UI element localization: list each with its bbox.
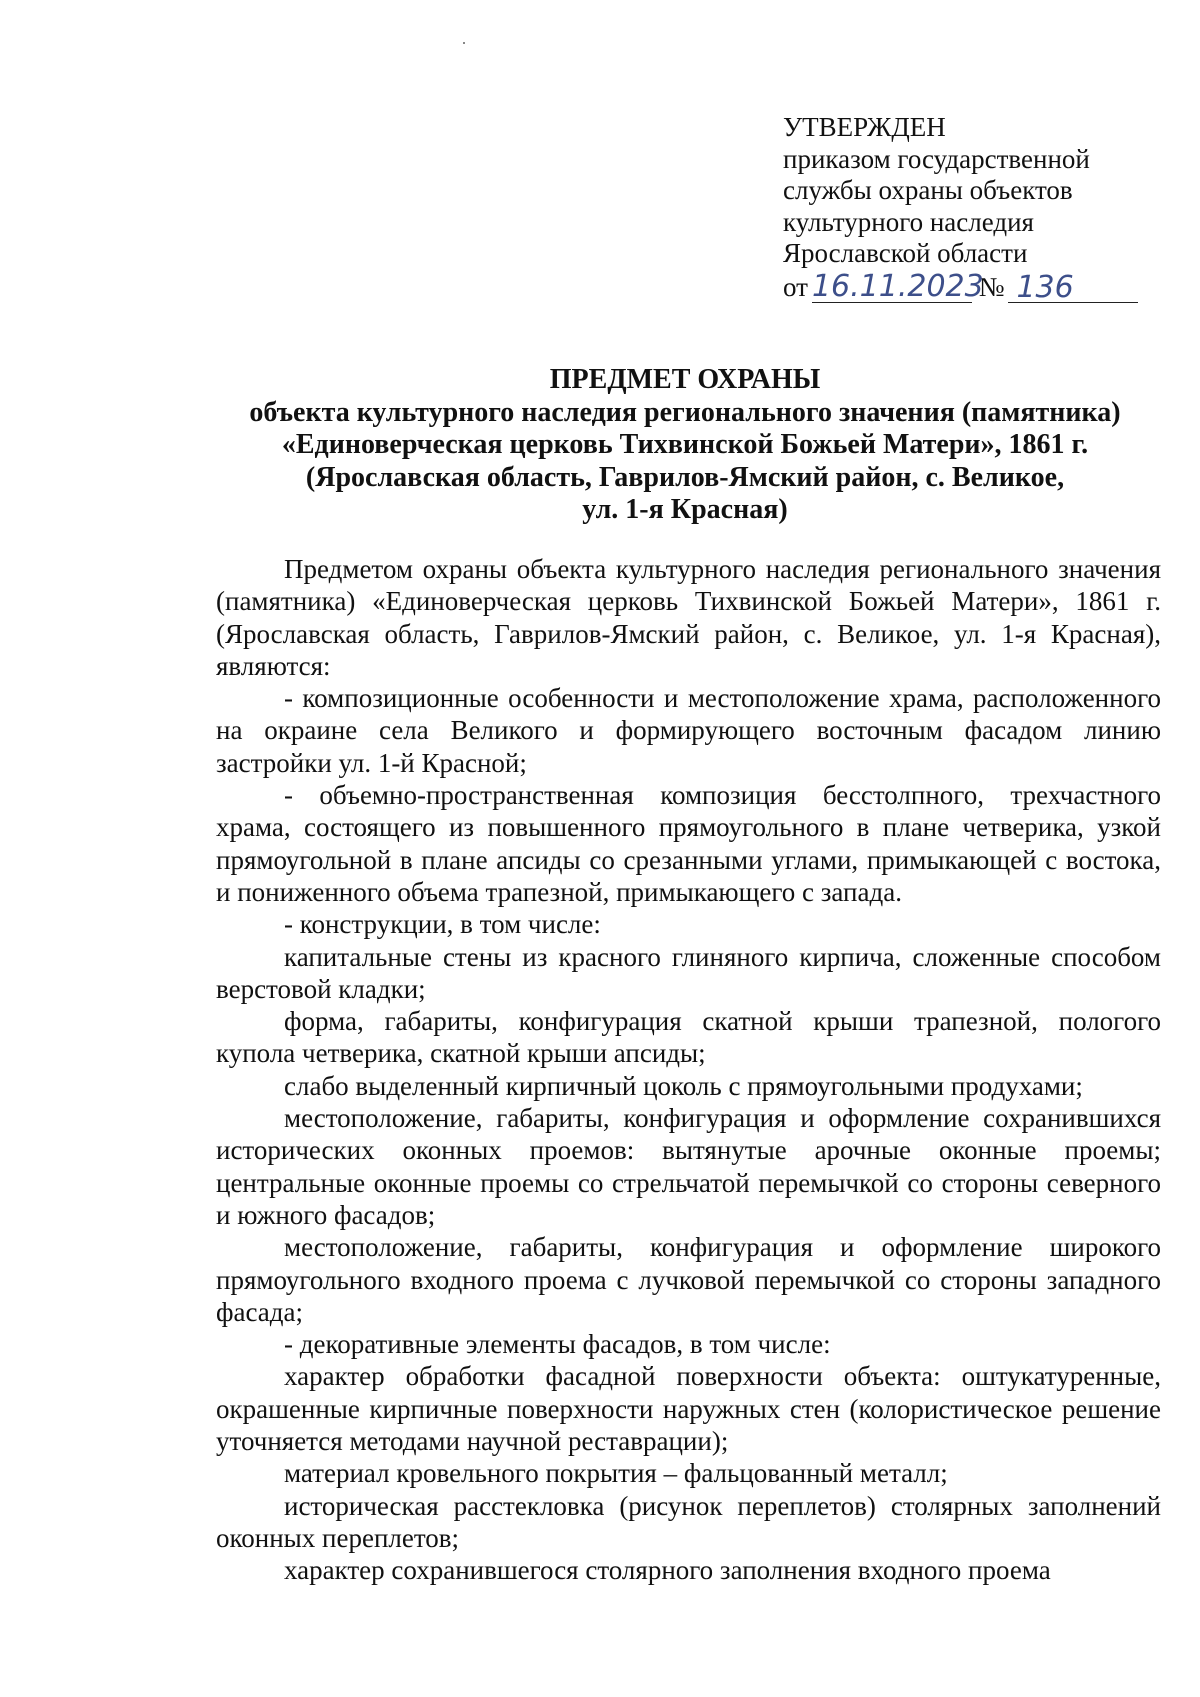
body-paragraph: - конструкции, в том числе: bbox=[284, 909, 601, 940]
body-paragraph: Предметом охраны объекта культурного наследия регионального значения (памятника) «Единоверческая церковь Тихвинской Божьей Матери», 1861 г. (Ярославская область, Гаврилов-Ямский район, с. Великое, ул. 1-я Красная), являются: bbox=[216, 554, 1161, 681]
body-paragraph: местоположение, габариты, конфигурация и оформление широкого прямоугольного входного проема с лучковой перемычкой со стороны западного фасада; bbox=[216, 1232, 1161, 1327]
approval-line: приказом государственной bbox=[783, 143, 1090, 174]
body-paragraph: характер сохранившегося столярного заполнения входного проема bbox=[284, 1555, 1051, 1586]
body-paragraph: характер обработки фасадной поверхности объекта: оштукатуренные, окрашенные кирпичные поверхности наружных стен (колористическое решение уточняется методами научной реставрации); bbox=[216, 1361, 1161, 1457]
date-prefix: от bbox=[783, 271, 808, 302]
title-line: объекта культурного наследия регионального значения (памятника) bbox=[249, 396, 1121, 428]
title-line: (Ярославская область, Гаврилов-Ямский район, с. Великое, bbox=[305, 461, 1065, 493]
body-paragraph: форма, габариты, конфигурация скатной крыши трапезной, пологого купола четверика, скатной крыши апсиды; bbox=[216, 1006, 1161, 1069]
approval-heading: УТВЕРЖДЕН bbox=[783, 112, 946, 142]
body-paragraph: капитальные стены из красного глиняного кирпича, сложенные способом верстовой кладки; bbox=[216, 941, 1161, 1004]
handwritten-number: 136 bbox=[1008, 273, 1138, 303]
title-line: ул. 1-я Красная) bbox=[582, 494, 788, 525]
title-line: «Единоверческая церковь Тихвинской Божьей Матери», 1861 г. bbox=[281, 429, 1089, 460]
scan-speck bbox=[463, 42, 465, 44]
body-paragraph: - объемно-пространственная композиция бесстолпного, трехчастного храма, состоящего из повышенного прямоугольного в плане четверика, узкой прямоугольной в плане апсиды со срезанными углами, примыкающей с востока, и пониженного объема трапезной, примыкающего с запада. bbox=[216, 780, 1161, 907]
body-paragraph: слабо выделенный кирпичный цоколь с прямоугольными продухами; bbox=[284, 1070, 1083, 1101]
approval-stamp-block bbox=[783, 112, 1138, 303]
document-title bbox=[180, 364, 1190, 527]
number-prefix: № bbox=[978, 271, 1005, 302]
body-paragraph: местоположение, габариты, конфигурация и оформление сохранившихся исторических оконных проемов: вытянутые арочные оконные проемы; центральные оконные проемы со стрельчатой перемычкой со стороны северного и южного фасадов; bbox=[216, 1103, 1161, 1230]
title-heading: ПРЕДМЕТ ОХРАНЫ bbox=[549, 364, 821, 395]
document-body bbox=[216, 553, 1161, 1587]
approval-line: культурного наследия bbox=[783, 206, 1034, 237]
approval-line: службы охраны объектов bbox=[783, 175, 1073, 205]
body-paragraph: материал кровельного покрытия – фальцованный металл; bbox=[284, 1458, 948, 1489]
body-paragraph: историческая расстекловка (рисунок переплетов) столярных заполнений оконных переплетов; bbox=[216, 1490, 1161, 1553]
handwritten-date: 16.11.2023 bbox=[811, 269, 984, 304]
approval-date-line bbox=[783, 269, 1138, 305]
body-paragraph: - композиционные особенности и местоположение храма, расположенного на окраине села Великого и формирующего восточным фасадом линию застройки ул. 1-й Красной; bbox=[216, 683, 1161, 778]
approval-line: Ярославской области bbox=[783, 238, 1028, 268]
body-paragraph: - декоративные элементы фасадов, в том числе: bbox=[284, 1329, 831, 1360]
